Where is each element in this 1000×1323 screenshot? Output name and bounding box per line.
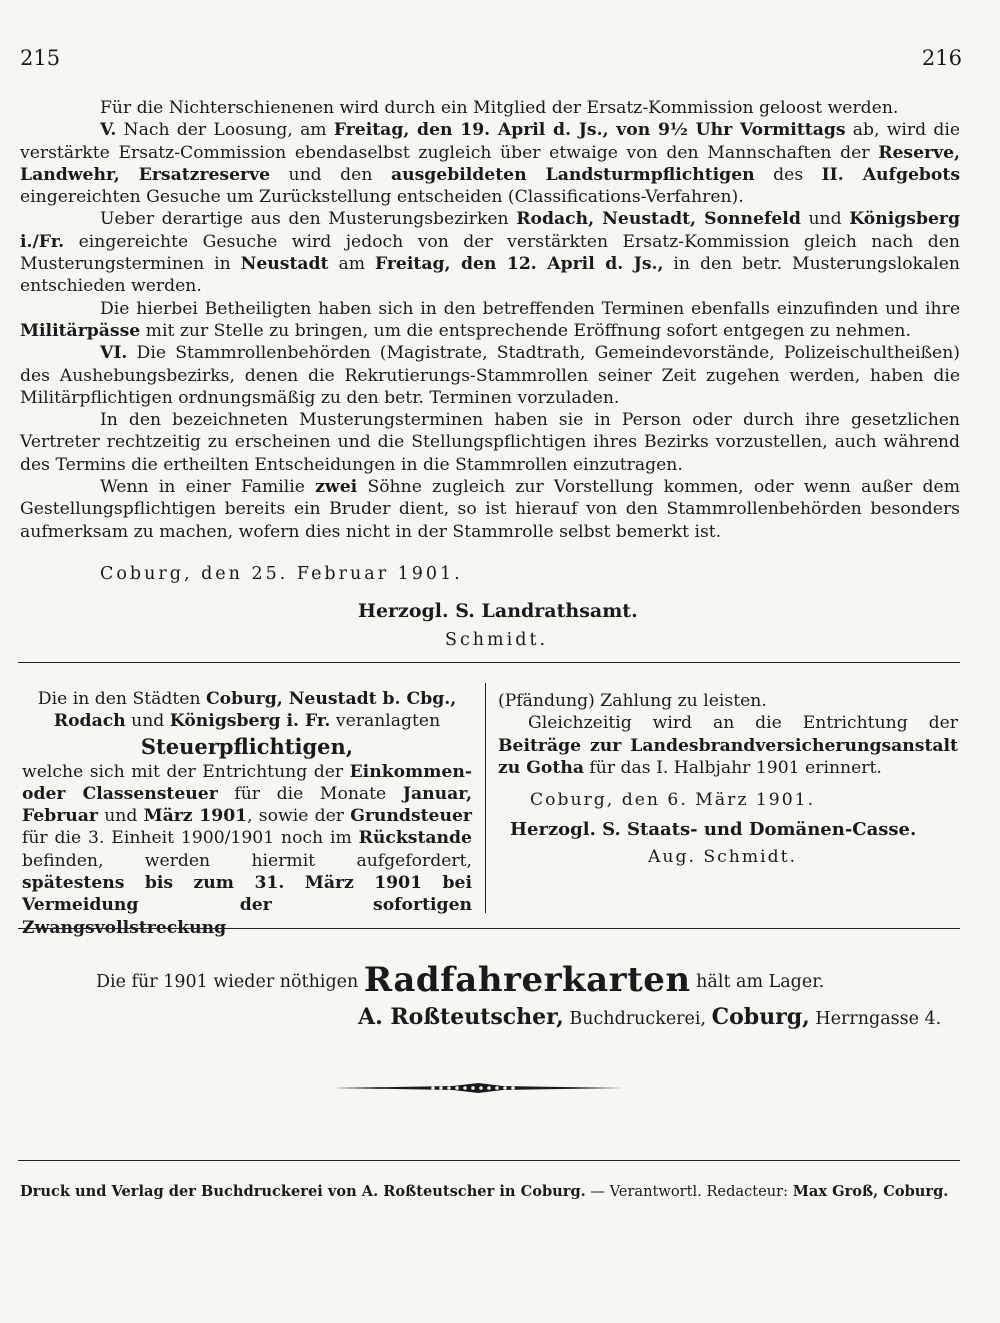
text-run: mit zur Stelle zu bringen, um die entsprechende Eröffnung sofort entgegen zu nehmen. (140, 320, 911, 341)
text-run: und (97, 806, 144, 827)
text-run: befinden, werden hiermit aufgefordert, (22, 850, 472, 871)
section-number: VI. (100, 343, 128, 364)
paragraph-appearance: In den bezeichneten Musterungsterminen haben sie in Person oder durch ihre gesetzlichen Vertreter rechtzeitig zu erscheinen und die Stellungspflichtigen ihres Bezirks vorzustellen, auch während des Termins die ertheilten Entscheidungen in die Stammrollen einzutragen. (20, 410, 960, 475)
bold-run: Königsberg i./Fr. (20, 209, 960, 252)
bold-run: Coburg, Neustadt b. Cbg., Rodach (53, 689, 457, 732)
text-run: , sowie der (247, 806, 351, 827)
text-run: veranlagten (330, 711, 441, 732)
text-run: Buchdruckerei, (563, 1009, 712, 1029)
bold-run: Militärpässe (20, 320, 141, 341)
text-run: und den (270, 164, 391, 185)
tax-notice-right (498, 690, 958, 868)
text-run: Die Stammrollenbehörden (Magistrate, Stadtrath, Gemeindevorstände, Polizeischultheißen) des Aushebungsbezirks, denen die Rekrutierungs-Stammrollen seiner Zeit zugehen werden, haben die Militärpflichtigen ordnungsmäßig zu den betr. Terminen vorzuladen. (20, 343, 960, 408)
notice-intro (22, 688, 472, 733)
publisher: Buchdruckerei von A. Roßteutscher in Coburg. (201, 1183, 586, 1200)
divider (18, 1160, 960, 1161)
text-run: für die 3. Einheit 1900/1901 noch im (22, 828, 359, 849)
paragraph-absence: Für die Nichterschienenen wird durch ein Mitglied der Ersatz-Kommission geloost werden. (100, 98, 899, 118)
text-run: Die für 1901 wieder nöthigen (96, 972, 364, 992)
bold-run: ausgebildeten Landsturmpflichtigen (390, 164, 755, 185)
bold-run: Rodach, Neustadt, Sonnefeld (516, 209, 801, 230)
bold-run: Januar, Februar (22, 783, 473, 827)
notice-title: Steuerpflichtigen, (140, 733, 354, 759)
text-run: Die hierbei Betheiligten haben sich in den betreffenden Terminen ebenfalls einzufinden und ihre (100, 298, 960, 319)
page-number-left: 215 (20, 46, 61, 70)
deadline-highlight: spätestens bis zum 31. März 1901 bei Vermeidung der sofortigen Zwangsvollstreckung (22, 873, 472, 938)
bold-run: Druck und Verlag der (20, 1183, 202, 1200)
signatory: Aug. Schmidt. (648, 846, 798, 867)
paragraph-brothers (20, 476, 960, 543)
paragraph-section-vi (20, 342, 960, 409)
place-date: Coburg, den 25. Februar 1901. (100, 564, 463, 584)
bold-run: März 1901 (143, 806, 248, 827)
date-highlight: Freitag, den 12. April d. Js., (374, 254, 664, 275)
column-divider (485, 683, 486, 913)
bold-run: Grundsteuer (350, 806, 472, 827)
paragraph-section-v (20, 119, 960, 208)
signatory: Schmidt. (445, 630, 549, 650)
text-run: welche sich mit der Entrichtung der (22, 761, 350, 782)
bold-run: Reserve, Landwehr, Ersatzreserve (20, 142, 960, 185)
bold-run: Königsberg i. Fr. (169, 711, 331, 732)
text-run: eingereichten Gesuche um Zurückstellung entscheiden (Classifications-Verfahren). (20, 187, 744, 208)
text-run: für das I. Halbjahr 1901 erinnert. (583, 757, 882, 778)
divider (18, 662, 960, 663)
text-run: Gleichzeitig wird an die Entrichtung der (528, 713, 958, 734)
issuing-office: Herzogl. S. Landrathsamt. (358, 600, 638, 622)
section-number: V. (100, 120, 117, 141)
page-number-right: 216 (921, 46, 962, 70)
text-run: Herrngasse 4. (809, 1009, 942, 1029)
divider (18, 928, 960, 929)
advertiser-city: Coburg, (711, 1004, 810, 1030)
bold-run: zwei (315, 477, 358, 498)
place-date: Coburg, den 6. März 1901. (530, 790, 816, 811)
bold-run: Rückstande (358, 828, 472, 849)
text-run: und (800, 209, 850, 230)
notice-reminder (498, 712, 958, 779)
advertisement-line-1 (96, 960, 824, 1000)
issuing-office: Herzogl. S. Staats- und Domänen-Casse. (510, 819, 917, 841)
text-run: Ueber derartige aus den Musterungsbezirken (100, 209, 517, 230)
main-text (20, 97, 960, 543)
notice-body (22, 761, 472, 939)
text-run: des (754, 164, 822, 185)
ornamental-rule (333, 1078, 623, 1098)
bold-run: Beiträge zur Landesbrandversicherungsanstalt zu Gotha (498, 735, 958, 778)
text-run: und (125, 711, 170, 732)
text-run: — Verantwortl. Redacteur: (585, 1183, 793, 1200)
date-highlight: Freitag, den 19. April d. Js., von 9½ Uhr Vormittags (333, 120, 846, 141)
text-run: am (328, 254, 375, 275)
text-run: Söhne zugleich zur Vorstellung kommen, oder wenn außer dem Gestellungspflichtigen bereits ein Bruder dient, so ist hierauf von den Stammrollenbehörden besonders aufmerksam zu machen, wofern dies nicht in der Stammrolle selbst bemerkt ist. (20, 477, 960, 542)
imprint-footer (20, 1183, 948, 1200)
advertisement-line-2 (358, 1004, 941, 1030)
text-run: hält am Lager. (690, 972, 825, 992)
bold-run: Neustadt (240, 254, 329, 275)
paragraph-districts (20, 208, 960, 297)
advertised-product: Radfahrerkarten (363, 960, 691, 1000)
text-run: für die Monate (217, 783, 403, 804)
tax-notice-left (22, 688, 472, 939)
bold-run: II. Aufgebots (821, 164, 961, 185)
notice-continuation: (Pfändung) Zahlung zu leisten. (498, 691, 767, 711)
text-run: Wenn in einer Familie (100, 477, 316, 498)
advertiser-name: A. Roßteutscher, (358, 1004, 564, 1030)
bold-run: Einkommen- oder Classensteuer (22, 761, 472, 804)
text-run: Nach der Loosung, am (116, 120, 334, 141)
paragraph-participants (20, 298, 960, 343)
text-run: eingereichte Gesuche wird jedoch von der verstärkten Ersatz-Kommission gleich nach den Musterungsterminen in (20, 231, 960, 275)
editor: Max Groß, Coburg. (792, 1183, 949, 1200)
text-run: ab, wird die verstärkte Ersatz-Commission ebendaselbst zugleich über etwaige von den Mannschaften der (20, 120, 960, 163)
text-run: Die in den Städten (37, 689, 206, 709)
text-run: in den betr. Musterungslokalen entschieden werden. (20, 254, 960, 297)
